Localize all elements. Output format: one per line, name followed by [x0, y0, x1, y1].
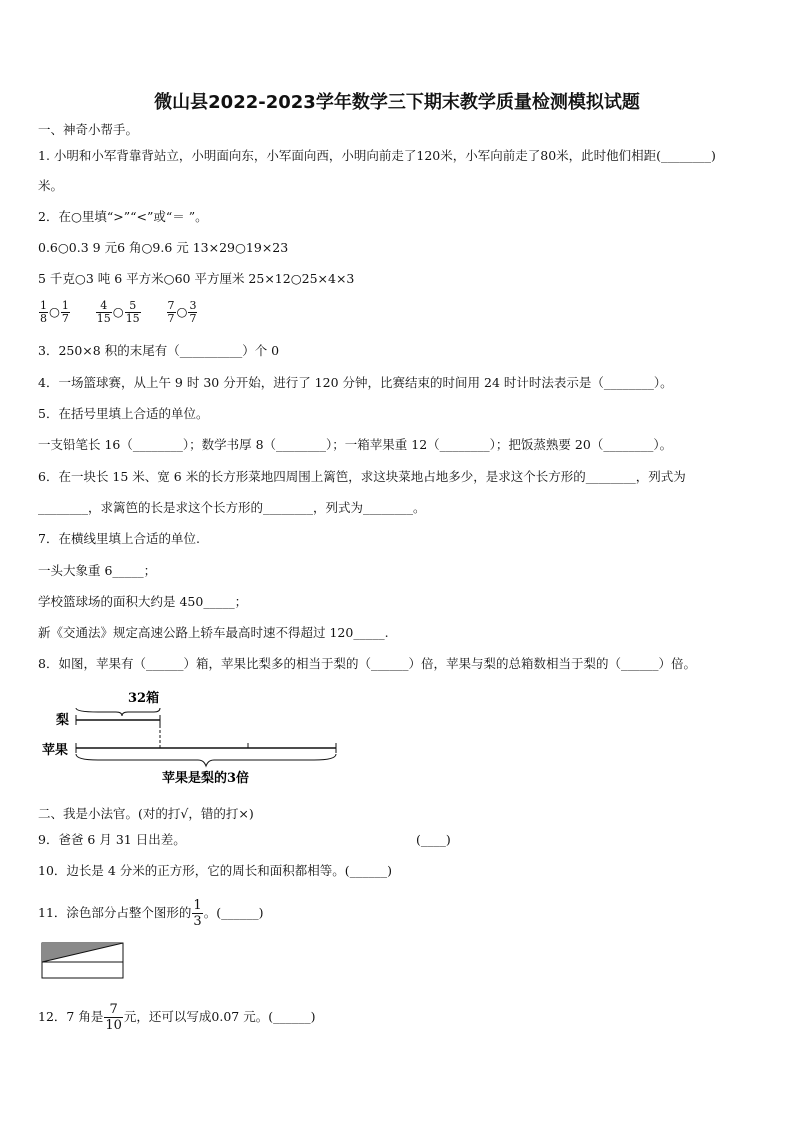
apple-label: 苹果 — [42, 743, 69, 758]
fraction: $\frac{1}{3}$ — [193, 898, 202, 929]
question-5: 5．在括号里填上合适的单位。 — [38, 406, 209, 421]
question-7: 7．在横线里填上合适的单位. — [38, 531, 200, 546]
question-4: 4．一场篮球赛，从上午 9 时 30 分开始，进行了 120 分钟，比赛结束的时间用 24 时计时法表示是（________）。 — [38, 375, 673, 390]
diagram-bottom-label: 苹果是梨的3倍 — [162, 771, 250, 786]
section-2-heading: 二、我是小法官。(对的打√，错的打×) — [38, 806, 254, 821]
fraction: $\frac{3}{7}$ — [189, 299, 197, 325]
question-9: 9．爸爸 6 月 31 日出差。 — [38, 832, 186, 847]
question-5-row: 一支铅笔长 16（________）；数学书厚 8（________）；一箱苹果重 12（________）；把饭蒸熟要 20（________）。 — [38, 437, 673, 452]
bottom-brace — [76, 754, 336, 766]
question-10: 10．边长是 4 分米的正方形，它的周长和面积都相等。(______) — [38, 863, 393, 878]
question-7-b: 学校篮球场的面积大约是 450_____； — [38, 594, 248, 609]
question-2: 2．在○里填“>”“<”或“＝ ”。 — [38, 209, 208, 224]
fraction: $\frac{1}{8}$ — [40, 299, 47, 325]
question-6-cont: ________，求篱笆的长是求这个长方形的________，列式为________。 — [38, 500, 426, 515]
question-8: 8．如图，苹果有（______）箱，苹果比梨多的相当于梨的（______）倍，苹果与梨的总箱数相当于梨的（______）倍。 — [38, 656, 696, 671]
top-brace — [76, 708, 160, 716]
pear-label: 梨 — [56, 713, 70, 728]
question-3: 3．250×8 积的末尾有（__________）个 0 — [38, 343, 280, 358]
question-2-fractions: $\frac{1}{8}$ ○ $\frac{1}{7}$ $\frac{4}{15}$ ○ $\frac{5}{15}$ $\frac{7}{7}$ ○ $\frac{3}{7}$ — [40, 299, 197, 325]
fraction: $\frac{1}{7}$ — [61, 299, 69, 325]
question-1-cont: 米。 — [38, 178, 64, 193]
question-7-a: 一头大象重 6_____； — [38, 563, 157, 578]
question-9-answer: (____) — [416, 832, 451, 847]
question-11: 11．涂色部分占整个图形的 $\frac{1}{3}$ 。(______) — [38, 898, 264, 929]
line-segment-diagram — [38, 684, 348, 790]
question-6: 6．在一块长 15 米、宽 6 米的长方形菜地四周围上篱笆，求这块菜地占地多少，是求这个长方形的________，列式为 — [38, 469, 686, 484]
question-1: 1. 小明和小军背靠背站立，小明面向东，小军面向西，小明向前走了120米，小军向前走了80米，此时他们相距(________) — [38, 148, 716, 163]
fraction: $\frac{5}{15}$ — [125, 299, 140, 325]
page-title: 微山县2022-2023学年数学三下期末教学质量检测模拟试题 — [154, 92, 640, 113]
section-1-heading: 一、神奇小帮手。 — [38, 122, 139, 137]
question-12: 12．7 角是 $\frac{7}{10}$ 元，还可以写成0.07 元。(______) — [38, 1002, 316, 1033]
fraction: $\frac{7}{7}$ — [167, 299, 175, 325]
question-2-row-2: 5 千克○3 吨 6 平方米○60 平方厘米 25×12○25×4×3 — [38, 271, 355, 286]
diagram-top-label: 32箱 — [128, 691, 160, 706]
shaded-rectangle-figure — [41, 942, 125, 980]
fraction: $\frac{7}{10}$ — [105, 1002, 122, 1033]
fraction: $\frac{4}{15}$ — [96, 299, 111, 325]
question-2-row-1: 0.6○0.3 9 元6 角○9.6 元 13×29○19×23 — [38, 240, 289, 255]
question-7-c: 新《交通法》规定高速公路上轿车最高时速不得超过 120_____. — [38, 625, 389, 640]
